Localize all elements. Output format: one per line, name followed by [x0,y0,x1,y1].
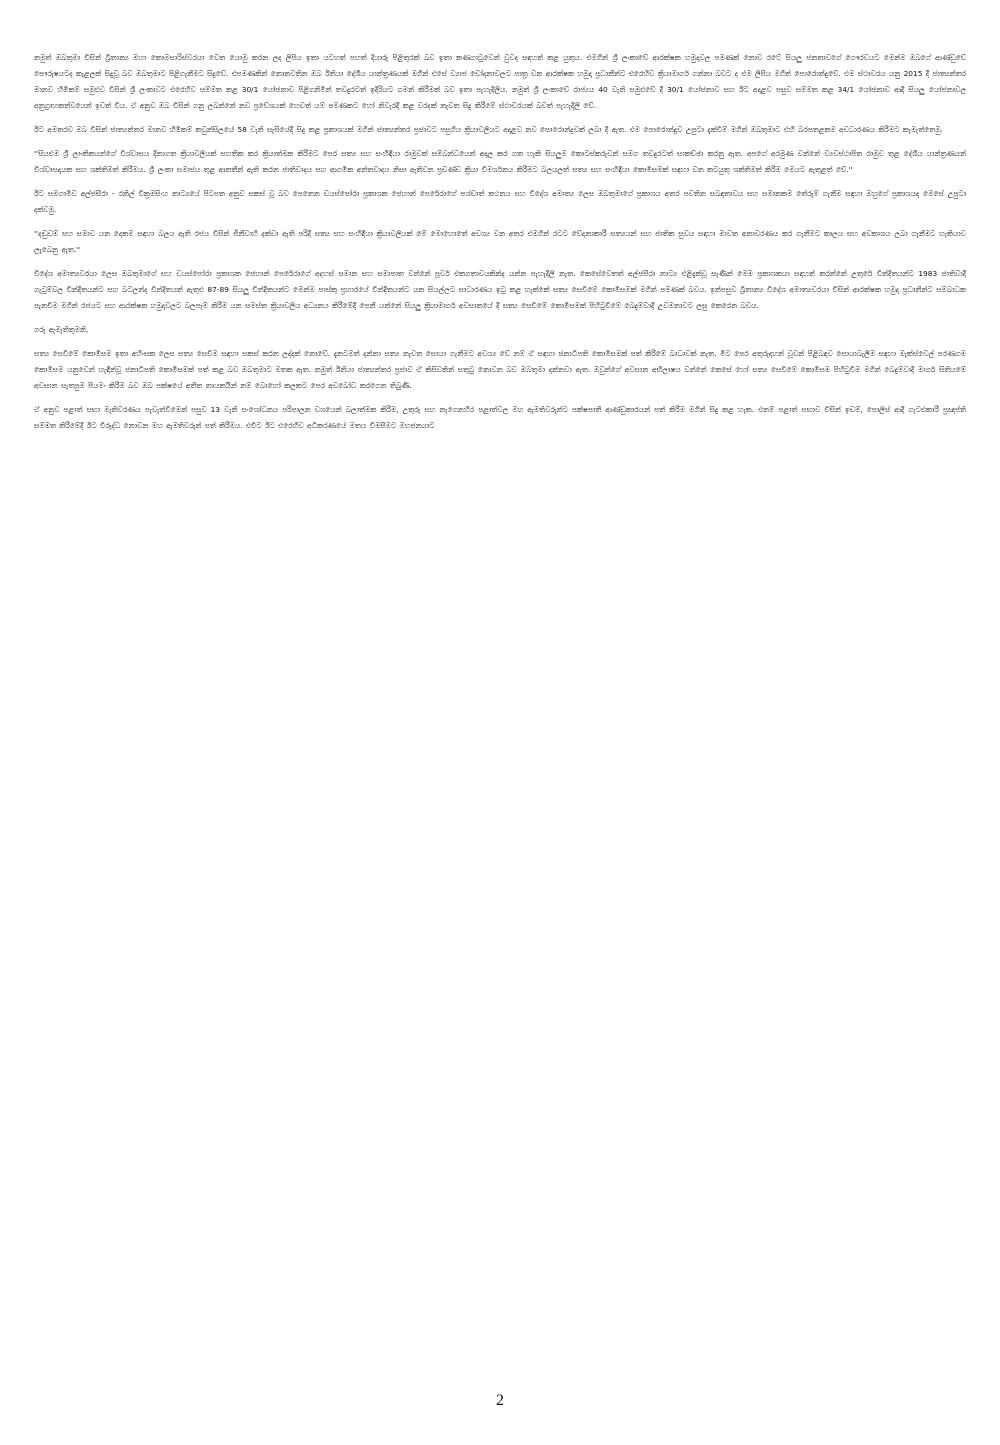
paragraph-truth-commission-comparison: විදේශ අමාත්‍යවරයා ලෙස ඔබතුමාගේ සහ ඩයස්පෝරා ප්‍රකාශක ජෙහාන් පෙරේරාගේ අදහස් සමාන සහ සමාපාත වන්නේ පූර්ව එකගතාවයකින්ද යන්න පැහැදිලි නැත. කෙසේවෙතත් අල්ජසීරා නාට්‍ය එළිදැක්වූ සැණින් මෙම ප්‍රකාශකයා සඳහන් කරන්නේ උතුරේ වින්දිතයන්ට 1983 ජාතිවාදී ගැටුම්වල වින්දිතයන්ට සහ බටලන්ද වින්දිතයන් ඇතුළු 87-89 සියලු වින්දිතයන්ට මෙන්ම පාස්කු ප්‍රහාරයේ වින්දිතයන්ට යන සියල්ලට සාධාරණය ඉටු කළ හැක්කේ සත්‍ය සෙවීමේ කොමිසමක් මගින් පමණක් බවය. ඉන්පසුව බ්‍රිතාන්‍ය විදේශ අමාත්‍යවරයා විසින් ආරක්ෂක හමුදා ප්‍රධානීන්ට සම්බාධක පැනවීම මගින් රජයට සහ ආරක්ෂක හමුදාවලට බලපෑම් කිරීම යන සමස්ත ක්‍රියාවලිය අධ්‍යනය කිරීමේදී පෙනී යන්නේ සියලු ක්‍රියාමාර්ග අවසානයේ දී සත්‍ය සෙවීමේ කොමිසමක් පිහිටුවීමේ බෙදුම්වාදී උවමනාවට ලඝු කෙරෙන බවය. [34,269,966,310]
page-number: 2 [496,1392,504,1409]
paragraph-provincial-councils: ඒ අනුව පළාත් සභා මැතිවරණය පැවැත්වීමෙන් පසුව 13 වැනි සංශෝධනය පරිපාලන වශයෙන් බලාත්මක කිරීම, උතුරු සහ නැගෙනහිර පළාත්වල මහ ඇමතිවරුන්ට පක්ෂපාතී ආණ්ඩුකාරයන් පත් කිරීම මගින් සිදු කළ හැක. එනම් පළාත් සභාව විසින් ඉඩම්, පොලිස් ආදී ගැටළුකාරී ප්‍රඥප්ති සම්මත කිරීමේදී ඊට විරුද්ධ නොවන මහ ඇමතිවරුන් පත් කිරීමය. එවිට ඊට එරෙහිව අධිකරණයේ මතය විමසීමට මහජනයාට [34,405,966,430]
salutation: ගරු ඇමැතිතුමනි, [34,325,89,334]
paragraph-hrc-statement: ඊට අමතරව ඔබ විසින් ජාත්‍යන්තර මානව හිමිකම් කවුන්සිලයේ 58 වැනි සැසියේදී සිදු කළ ප්‍රකාශයක් මගින් ජාත්‍යන්තර ප්‍රජාවට පසුගිය ක්‍රියාවලියට අදාළව නව පොරොන්දුවක් ලබා දී ඇත. එම පොරොන්දුව උපුටා දැක්වීම් මගින් ඔබතුමාට එහි බරපතළකම අවධාරණය කිරීමට කැමැත්තෙමු. [34,125,943,134]
quote-minister-statement: ''සියළුම ශ්‍රී ලාංකිකයන්ගේ විශ්වාසය දිනාගත ක්‍රියාවලියක් සහතික කර ක්‍රියාත්මක කිරීමට පෙර සත්‍ය සහ සංහිඳියා රාමුවක් සම්බන්ධයෙන් අදාල කර ගත හැකි සියලුම කොටස්කරුවන් සමග තවදුරටත් සාකච්ඡා කරනු ඇත. අපගේ අරමුණ වන්නේ ව්‍යවස්ථාපිත රාමුව තුළ දේශීය යාන්ත්‍රණයන් විශ්වාසදායක සහ ශක්තිමත් කිරීමය. ශ්‍රී ලංකා සමාජය තුළ ආතතීන් ඇති කරන ජාතිවාදය සහ ආගමික අන්තවාදය නිසා ඇතිවන ප්‍රචණ්ඩ ක්‍රියා විමර්ශනය කිරීමට බලයලත් සත්‍ය සහ සංහිඳියා කොමිසමක් සඳහා වන කටයුතු ශක්තිමත් කිරීම මෙයට ඇතුළත් වේ.'' [34,149,966,174]
paragraph-commissioner-letter: නමුත් ඔබතුමා විසින් බ්‍රිතාන්‍ය මහා කොමසාරිස්වරයා වෙත යොමු කරන ලද ලිපිය ඉතා යටහත් පහත් දියාරු පිළිතුරක් බව ඉතා කණගාටුවෙන් වුවද සඳහන් කළ යුතුය. එමගින් ශ්‍රී ලංකාවේ ආරක්ෂක හමුදාවල පමණක් නොව රටේ සියලු ජනතාවගේ ගෞරවයට මෙන්ම ඔබගේ ආණ්ඩුවේ පෞරුෂයටද කැළලක් සිදුවූ බව ඔබතුමාට පිළිගැනීමට සිදුවේ. එපමණකින් නොනවතින ඔබ ඊනියා දේශීය යාන්ත්‍රණයක් මගින් එසේ ව්‍යාජ චෝදනාවලට පාත්‍ර වන ආරක්ෂක හමුදා ප්‍රධානීන්ට එරෙහිව ක්‍රියාමාර්ග ගන්නා බවට ද එම ලිපිය මගින් පොරොන්දුවේ. එම ස්ථාවරය යනු 2015 දී ජාත්‍යන්තර මානව හිමිකම් සමුළුව විසින් ශ්‍රී ලංකාවට එරෙහිව සම්මත කළ 30/1 යෝජනාව පිළිගනිමින් තවදුරටත් ඉදිරියට ගමන් කිරීමක් බව ඉතා පැහැදිලිය. නමුත් ශ්‍රී ලංකාවේ රාජ්‍යය 40 වැනි සමුළුවේ දී 30/1 යෝජනාව සහ ඊට අදාළව පසුව සම්මත කළ 34/1 යෝජනාව ආදී සියලු යෝජනාවල අනුග්‍රාහකත්වයෙන් ඉවත් විය. ඒ අනුව ඔබ විසින් ගනු ලබන්නේ නව ප්‍රවේශයක් හෙවත් යම් පමණකට හෝ නිවැරදි කළ වරදක් නැවත සිදු කිරීමේ ස්ථාවරයක් බවත් පැහැදිලි වේ. [34,53,966,110]
paragraph-truth-commission-purpose: සත්‍ය සෙවීමේ කොමිසම ඉතා අහිංසක ලෙස සත්‍ය සෙවීම සඳහා සකස් කරන ලද්දක් නොවේ. දැනටමත් දන්නා සත්‍ය නැවත සොයා ගැනීමට අවශ්‍ය වේ නම් ඒ සඳහා ජනාධිපති කොමිසමක් පත් කිරීමේ බාධාවක් නැත. මීට පෙර අතුරුදහන් වූවන් පිළිබඳව සොයාබැලීම සඳහා මැක්ස්වෙල් පරණගම කොමිසම යනුවෙන් හැඳින්වූ ජනාධිපති කොමිසමක් පත් කළ බව ඔබතුමාට මතක ඇත. නමුත් ඊනියා ජාත්‍යන්තර ප්‍රජාව ඒ කිසිවකින් සතුටු නොවන බව ඔබතුමා දන්නවා ඇත. ඔවුන්ගේ අවසාන අභිලාෂය වන්නේ කෙසේ හෝ සත්‍ය සෙවීමේ කොමිසම පිහිටුවීම මගින් බෙදුම්වාදී මාර්ග සිතියමේ අවසාන සැතපුම පියමං කිරීම බව ඔබ පක්ෂයේ අතීත නායකයින් නම් බොහෝ කලකට පෙර අවබෝධ කරගෙන තිබුණි. [34,349,966,390]
quote-publisher-statement: ''දඬුවම් සහ සමාව යන දෙකම සඳහා බලය ඇති රජය විසින් ජීනීවාහි දක්වා ඇති පරිදි සත්‍ය සහ සංහිඳියා ක්‍රියාවලියක් මේ මොහොතේ අවශ්‍ය වන අතර එමගින් රටට වේදනාකාරී සත්‍යයන් සහ ජාතික සුවය සඳහා මාවත අනාවරණය කර ගැනීමට කාලය සහ අවකාශය ලබා ගැනීමට හැකියාව ලැබෙනු ඇත.'' [34,229,966,254]
paragraph-aljazeera: ඊට සමගාමීව අල්ජසීරා - රනිල් වික්‍රමසිංහ නාට්‍යයේ පිටපත අනුව සකස් වූ බව පෙනෙන ඩයස්පෝරා ප්‍රකාශක ජෙහාන් පෙරේරාගේ පශ්චාත් කථනය සහ විදේශ අමාත්‍ය ලෙස ඔබතුමාගේ ප්‍රකාශය අතර පවතින සබඳතාවය සහ සමානකම තේරුම් ගැනීම සඳහා ඔහුගේ ප්‍රකාශයද මෙසේ උපුටා දක්වමු. [34,189,966,214]
